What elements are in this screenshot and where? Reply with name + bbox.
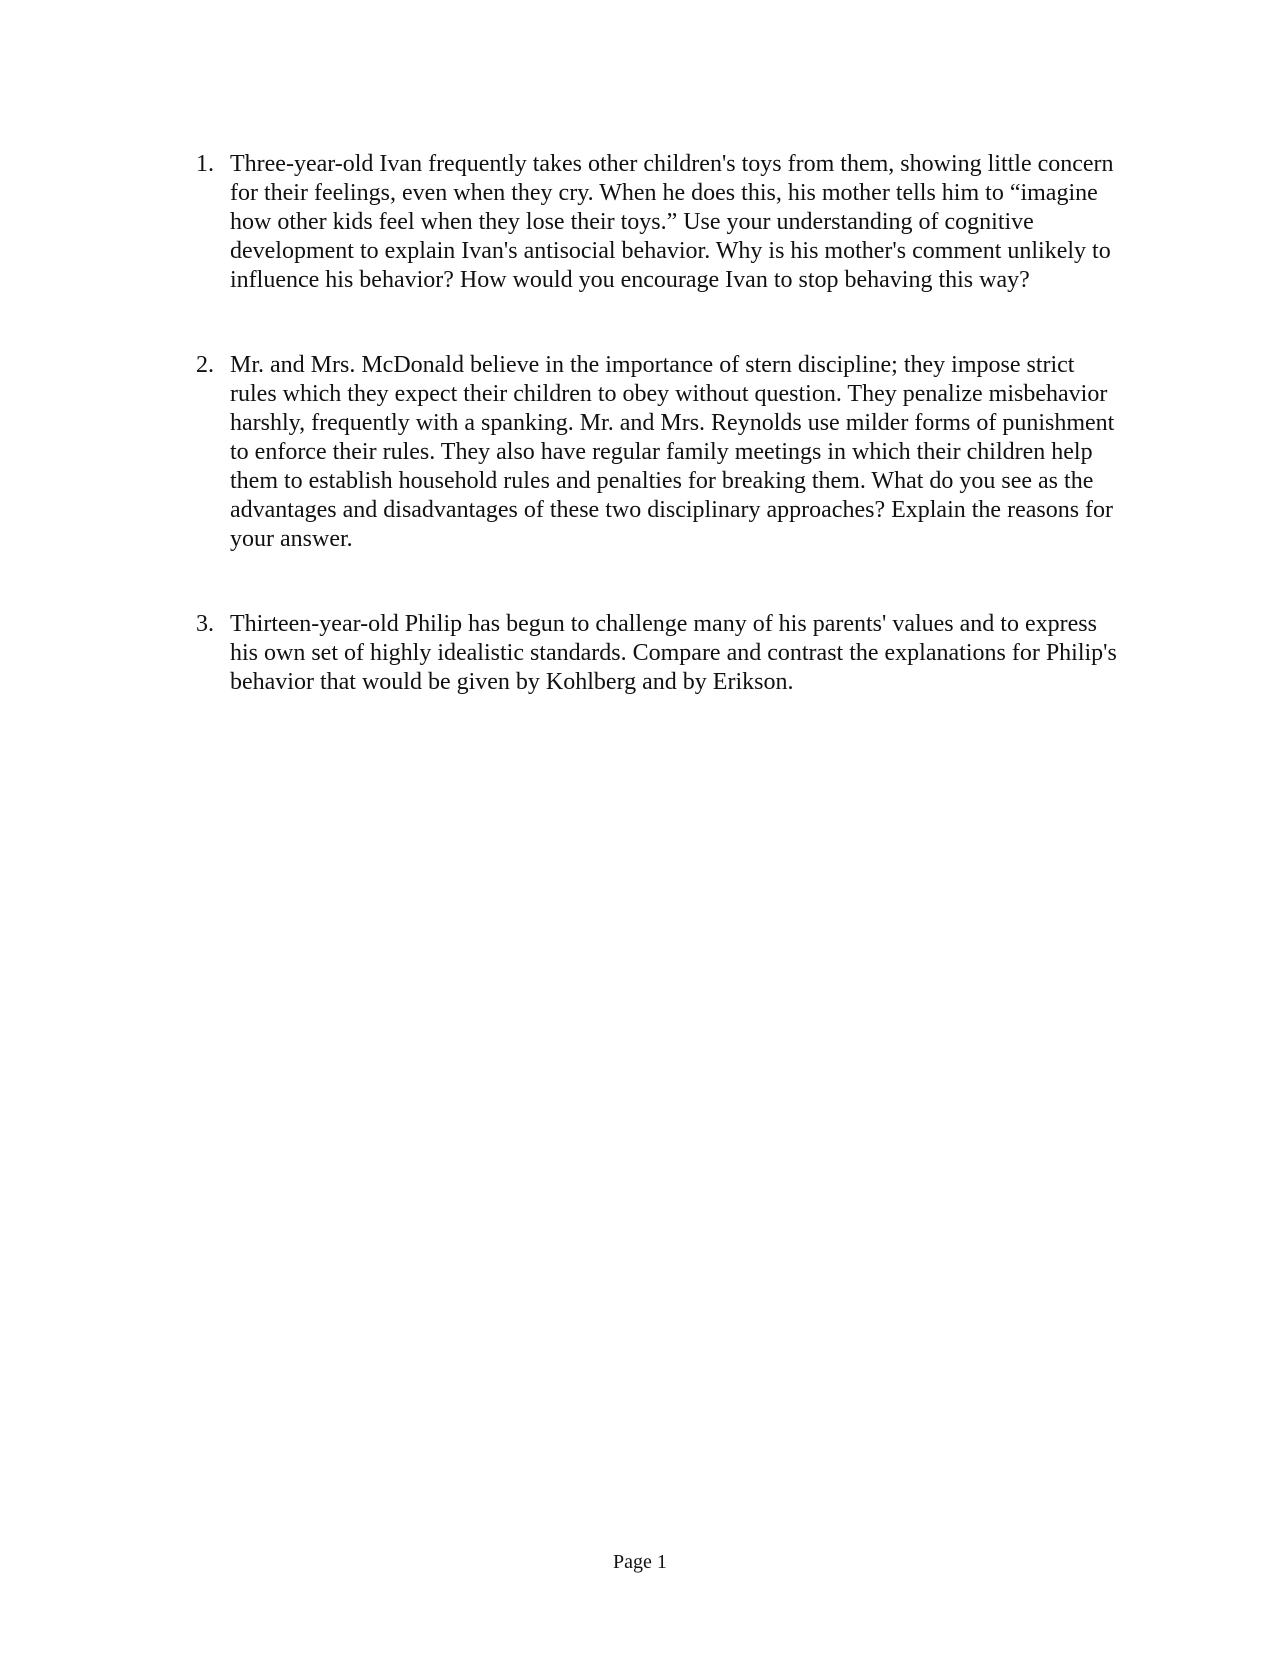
question-number: 3. xyxy=(196,611,214,637)
question-number: 1. xyxy=(196,151,214,177)
question-text: Three-year-old Ivan frequently takes other children's toys from them, showing little concern for their feelings, even when they cry. When he does this, his mother tells him to “imagine how other kids feel when they lose their toys.” Use your understanding of cognitive development to explain Ivan's antisocial behavior. Why is his mother's comment unlikely to influence his behavior? How would you encourage Ivan to stop behaving this way? xyxy=(230,151,1114,293)
question-text: Mr. and Mrs. McDonald believe in the importance of stern discipline; they impose strict rules which they expect their children to obey without question. They penalize misbehavior harshly, frequently with a spanking. Mr. and Mrs. Reynolds use milder forms of punishment to enforce their rules. They also have regular family meetings in which their children help them to establish household rules and penalties for breaking them. What do you see as the advantages and disadvantages of these two disciplinary approaches? Explain the reasons for your answer. xyxy=(230,352,1115,552)
question-item xyxy=(196,351,1126,554)
question-number: 2. xyxy=(196,352,214,378)
question-item xyxy=(196,610,1126,697)
page-number-footer: Page 1 xyxy=(613,1551,667,1573)
question-item xyxy=(196,150,1126,295)
question-list xyxy=(196,150,1126,753)
question-text: Thirteen-year-old Philip has begun to challenge many of his parents' values and to express his own set of highly idealistic standards. Compare and contrast the explanations for Philip's behavior that would be given by Kohlberg and by Erikson. xyxy=(230,611,1117,695)
